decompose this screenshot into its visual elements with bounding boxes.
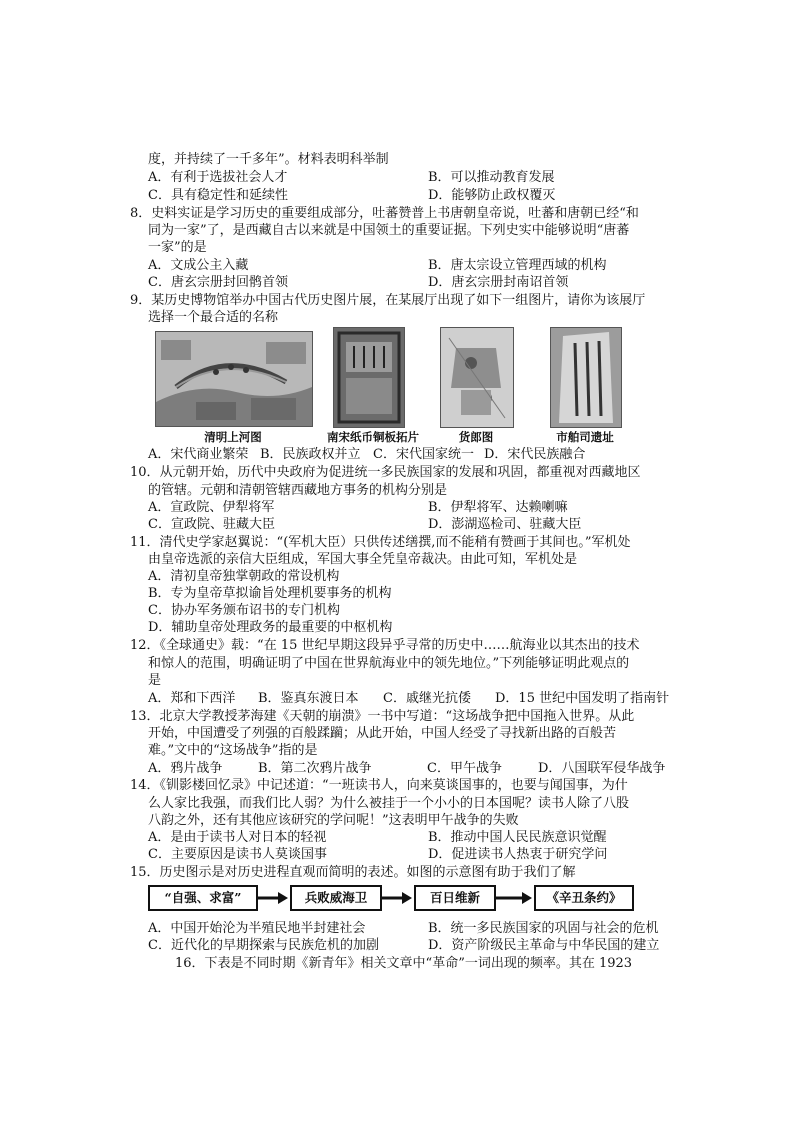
flow-arrow-3 xyxy=(494,890,532,906)
caption-shibosi: 市舶司遗址 xyxy=(556,430,614,444)
q12-stem-line-1: 12．《全球通史》载：“在 15 世纪早期这段异乎寻常的历史中……航海业以其杰出的技术 xyxy=(130,638,640,653)
q9-stem-line-1: 9．某历史博物馆举办中国古代历史图片展，在某展厅出现了如下一组图片，请你为该展厅 xyxy=(130,293,646,308)
q10-stem-line-2: 的管辖。元朝和清朝管辖西藏地方事务的机构分别是 xyxy=(148,483,448,498)
banknote-rubbing-drawing xyxy=(334,328,404,427)
q8-option-b: B．唐太宗设立管理西域的机构 xyxy=(428,258,607,273)
shibosi-stele-drawing xyxy=(551,328,621,427)
q12-option-b: B．鉴真东渡日本 xyxy=(258,691,359,706)
q13-stem-line-2: 开始，中国遭受了列强的百般蹂躏；从此开始，中国人经受了寻找新出路的百般苦 xyxy=(148,726,617,741)
q9-option-d: D．宋代民族融合 xyxy=(484,447,586,462)
q13-option-b: B．第二次鸦片战争 xyxy=(258,761,372,776)
banknote-rubbing-image xyxy=(333,327,405,428)
q9-stem-line-2: 选择一个最合适的名称 xyxy=(148,310,279,325)
q13-stem-line-1: 13．北京大学教授茅海建《天朝的崩溃》一书中写道：“这场战争把中国拖入世界。从此 xyxy=(130,709,635,724)
q7-option-b: B．可以推动教育发展 xyxy=(428,170,555,185)
q13-option-c: C．甲午战争 xyxy=(427,761,502,776)
q11-stem-line-2: 由皇帝选派的亲信大臣组成，军国大事全凭皇帝裁决。由此可知，军机处是 xyxy=(148,552,578,567)
q12-option-a: A．郑和下西洋 xyxy=(148,691,236,706)
q10-option-a: A．宣政院、伊犁将军 xyxy=(148,500,275,515)
flow-step-1: “自强、求富” xyxy=(148,885,258,911)
q15-option-b: B．统一多民族国家的巩固与社会的危机 xyxy=(428,921,659,936)
q8-option-c: C．唐玄宗册封回鹘首领 xyxy=(148,275,288,290)
q16-stem: 16．下表是不同时期《新青年》相关文章中“革命”一词出现的频率。其在 1923 xyxy=(175,956,633,971)
q10-option-b: B．伊犁将军、达赖喇嘛 xyxy=(428,500,568,515)
q12-stem-line-2: 和惊人的范围，明确证明了中国在世界航海业中的领先地位。”下列能够证明此观点的 xyxy=(148,656,630,671)
caption-qingming: 清明上河图 xyxy=(204,430,262,444)
q13-option-a: A．鸦片战争 xyxy=(148,761,223,776)
q8-stem-line-2: 同为一家”了，是西藏自古以来就是中国领土的重要证据。下列史实中能够说明“唐蕃 xyxy=(148,223,630,238)
q8-stem-line-1: 8．史料实证是学习历史的重要组成部分，吐蕃赞普上书唐朝皇帝说，吐蕃和唐朝已经“和 xyxy=(130,206,639,221)
q13-option-d: D．八国联军侵华战争 xyxy=(538,761,666,776)
q9-option-c: C．宋代国家统一 xyxy=(373,447,474,462)
q15-option-a: A．中国开始沦为半殖民地半封建社会 xyxy=(148,921,366,936)
q10-option-c: C．宣政院、驻藏大臣 xyxy=(148,517,275,532)
q8-stem-line-3: 一家”的是 xyxy=(148,240,207,255)
qingming-scroll-drawing xyxy=(156,332,312,426)
q8-option-d: D．唐玄宗册封南诏首领 xyxy=(428,275,569,290)
q14-option-d: D．促进读书人热衷于研究学问 xyxy=(428,847,608,862)
q11-option-b: B．专为皇帝草拟谕旨处理机要事务的机构 xyxy=(148,586,392,601)
q9-option-a: A．宋代商业繁荣 xyxy=(148,447,249,462)
flow-step-3: 百日维新 xyxy=(414,885,496,911)
peddler-painting-drawing xyxy=(441,328,513,427)
flow-step-4: 《辛丑条约》 xyxy=(534,885,634,911)
qingming-scroll-image xyxy=(155,331,313,427)
q13-stem-line-3: 难。”文中的“这场战争”指的是 xyxy=(148,743,318,758)
q14-stem-line-3: 八韵之外，还有其他应该研究的学问呢！”这表明甲午战争的失败 xyxy=(148,813,519,828)
shibosi-stele-image xyxy=(550,327,622,428)
q14-option-a: A．是由于读书人对日本的轻视 xyxy=(148,830,327,845)
q14-stem-line-1: 14．《钏影楼回忆录》中记述道：“一班读书人，向来莫谈国事的，也要与闻国事，为什 xyxy=(130,778,628,793)
q14-option-b: B．推动中国人民民族意识觉醒 xyxy=(428,830,607,845)
q15-option-d: D．资产阶级民主革命与中华民国的建立 xyxy=(428,938,660,953)
caption-banknote: 南宋纸币铜板拓片 xyxy=(327,430,419,444)
q15-option-c: C．近代化的早期探索与民族危机的加剧 xyxy=(148,938,379,953)
q12-option-c: C．戚继光抗倭 xyxy=(383,691,471,706)
q9-option-b: B．民族政权并立 xyxy=(260,447,361,462)
q7-option-c: C．具有稳定性和延续性 xyxy=(148,188,288,203)
q8-option-a: A．文成公主入藏 xyxy=(148,258,249,273)
q14-stem-line-2: 么人家比我强，而我们比人弱？为什么被挂于一个小小的日本国呢？读书人除了八股 xyxy=(148,796,630,811)
q12-stem-line-3: 是 xyxy=(148,673,162,688)
q11-stem-line-1: 11．清代史学家赵翼说：“(军机大臣）只供传述缮撰,而不能稍有赞画于其间也。”军机处 xyxy=(130,535,631,550)
q12-option-d: D．15 世纪中国发明了指南针 xyxy=(495,691,670,706)
flow-step-2: 兵败威海卫 xyxy=(290,885,382,911)
q7-stem: 度，并持续了一千多年”。材料表明科举制 xyxy=(148,152,389,167)
q11-option-c: C．协办军务颁布诏书的专门机构 xyxy=(148,603,340,618)
peddler-painting-image xyxy=(440,327,514,428)
q14-option-c: C．主要原因是读书人莫谈国事 xyxy=(148,847,327,862)
q10-option-d: D．澎湖巡检司、驻藏大臣 xyxy=(428,517,582,532)
q10-stem-line-1: 10．从元朝开始，历代中央政府为促进统一多民族国家的发展和巩固，都重视对西藏地区 xyxy=(130,465,641,480)
q7-option-d: D．能够防止政权覆灭 xyxy=(428,188,556,203)
q11-option-a: A．清初皇帝独掌朝政的常设机构 xyxy=(148,569,340,584)
q7-option-a: A．有利于选拔社会人才 xyxy=(148,170,288,185)
q11-option-d: D．辅助皇帝处理政务的最重要的中枢机构 xyxy=(148,620,393,635)
flow-arrow-1 xyxy=(258,890,288,906)
flow-arrow-2 xyxy=(380,890,412,906)
caption-peddler: 货郎图 xyxy=(458,430,494,444)
q15-stem: 15．历史图示是对历史进程直观而简明的表述。如图的示意图有助于我们了解 xyxy=(130,865,576,880)
